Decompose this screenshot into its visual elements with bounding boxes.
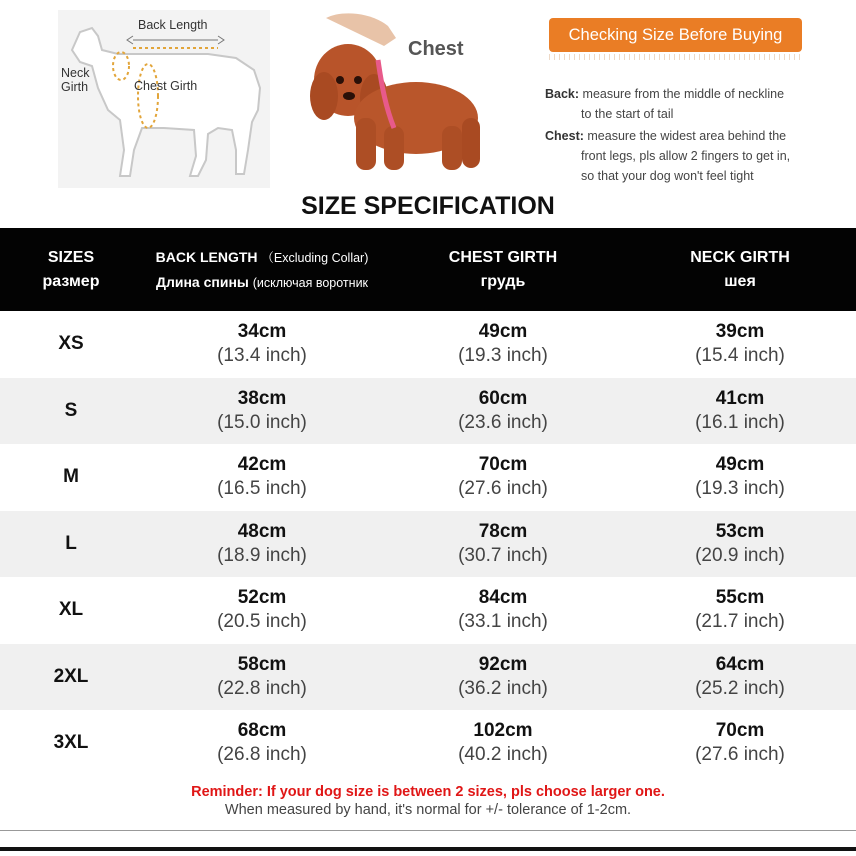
cm-value: 92cm bbox=[478, 653, 528, 675]
cm-value: 64cm bbox=[715, 653, 765, 675]
inch-value: (23.6 inch) bbox=[458, 411, 548, 433]
inch-value: (21.7 inch) bbox=[695, 611, 785, 633]
back-instruction-line1: measure from the middle of neckline bbox=[582, 87, 785, 101]
cm-value: 68cm bbox=[237, 720, 287, 742]
neck-girth-cell bbox=[624, 577, 856, 644]
header-neck-girth bbox=[624, 228, 856, 311]
back-instruction-label: Back: bbox=[545, 87, 580, 101]
inch-value: (15.4 inch) bbox=[695, 345, 785, 367]
inch-value: (27.6 inch) bbox=[458, 478, 548, 500]
back-length-cell bbox=[142, 311, 382, 378]
inch-value: (20.9 inch) bbox=[695, 544, 785, 566]
inch-value: (40.2 inch) bbox=[458, 744, 548, 766]
table-row bbox=[0, 577, 856, 644]
neck-girth-cell bbox=[624, 378, 856, 445]
table-row bbox=[0, 511, 856, 578]
back-instruction-line2: to the start of tail bbox=[581, 107, 674, 121]
table-row bbox=[0, 444, 856, 511]
header-chest-girth bbox=[382, 228, 624, 311]
dog-measurement-diagram bbox=[58, 10, 270, 188]
back-length-cell bbox=[142, 577, 382, 644]
inch-value: (25.2 inch) bbox=[695, 677, 785, 699]
chest-girth-cell bbox=[382, 378, 624, 445]
chest-instruction-line2: front legs, pls allow 2 fingers to get in, bbox=[581, 149, 791, 163]
size-cell: XS bbox=[58, 333, 84, 355]
header-sizes-en: SIZES bbox=[47, 248, 95, 266]
header-back-en: BACK LENGTH bbox=[155, 248, 258, 265]
size-cell: M bbox=[63, 466, 79, 488]
cm-value: 60cm bbox=[478, 387, 528, 409]
neck-girth-label-line1: Neck bbox=[61, 66, 90, 80]
neck-girth-cell bbox=[624, 710, 856, 777]
inch-value: (15.0 inch) bbox=[217, 411, 307, 433]
inch-value: (26.8 inch) bbox=[217, 744, 307, 766]
cm-value: 55cm bbox=[715, 587, 765, 609]
table-row bbox=[0, 644, 856, 711]
chest-girth-cell bbox=[382, 577, 624, 644]
chest-girth-cell bbox=[382, 511, 624, 578]
inch-value: (36.2 inch) bbox=[458, 677, 548, 699]
chest-girth-cell bbox=[382, 644, 624, 711]
header-sizes bbox=[0, 228, 142, 311]
header-chest-en: CHEST GIRTH bbox=[448, 248, 558, 266]
size-cell: XL bbox=[58, 599, 84, 621]
cm-value: 42cm bbox=[237, 454, 287, 476]
size-cell: L bbox=[0, 511, 142, 578]
inch-value: (16.5 inch) bbox=[217, 478, 307, 500]
inch-value: (13.4 inch) bbox=[217, 345, 307, 367]
header-neck-en: NECK GIRTH bbox=[690, 248, 790, 266]
inch-value: (19.3 inch) bbox=[458, 345, 548, 367]
chest-girth-cell bbox=[382, 311, 624, 378]
chest-girth-label: Chest Girth bbox=[134, 79, 198, 93]
header-sizes-ru: размер bbox=[42, 272, 100, 290]
inch-value: (22.8 inch) bbox=[217, 677, 307, 699]
back-instruction bbox=[545, 84, 845, 124]
neck-girth-cell bbox=[624, 444, 856, 511]
neck-girth-cell bbox=[624, 511, 856, 578]
dog-photo bbox=[296, 8, 506, 188]
neck-girth-cell bbox=[624, 311, 856, 378]
cm-value: 78cm bbox=[478, 520, 528, 542]
cm-value: 41cm bbox=[715, 387, 765, 409]
footer-notes bbox=[0, 778, 856, 830]
inch-value: (19.3 inch) bbox=[695, 478, 785, 500]
cm-value: 70cm bbox=[715, 720, 765, 742]
size-table bbox=[0, 228, 856, 777]
poodle-picture-icon bbox=[296, 8, 506, 188]
back-length-cell bbox=[142, 511, 382, 578]
header-back-length bbox=[142, 228, 382, 311]
header-back-ru-note: (исключая воротник bbox=[252, 275, 369, 290]
neck-girth-label-line2: Girth bbox=[61, 80, 89, 94]
back-length-cell bbox=[142, 644, 382, 711]
inch-value: (16.1 inch) bbox=[695, 411, 785, 433]
bottom-rule bbox=[0, 847, 856, 851]
back-length-cell bbox=[142, 378, 382, 445]
inch-value: (33.1 inch) bbox=[458, 611, 548, 633]
table-row bbox=[0, 378, 856, 445]
inch-value: (27.6 inch) bbox=[695, 744, 785, 766]
cm-value: 39cm bbox=[715, 321, 765, 343]
cm-value: 53cm bbox=[715, 520, 765, 542]
neck-girth-cell bbox=[624, 644, 856, 711]
table-row bbox=[0, 311, 856, 378]
neck-girth-label bbox=[61, 66, 89, 94]
page-title: SIZE SPECIFICATION bbox=[301, 192, 555, 220]
cm-value: 48cm bbox=[237, 520, 287, 542]
table-header-row bbox=[0, 228, 856, 311]
inch-value: (30.7 inch) bbox=[458, 544, 548, 566]
cm-value: 70cm bbox=[478, 454, 528, 476]
chest-instruction bbox=[545, 126, 845, 186]
header-chest-ru: грудь bbox=[480, 272, 526, 290]
inch-value: (20.5 inch) bbox=[217, 611, 307, 633]
table-row bbox=[0, 710, 856, 777]
guide-title: Checking Size Before Buying bbox=[549, 18, 802, 52]
ruler-decoration bbox=[549, 54, 802, 60]
chest-girth-cell bbox=[382, 444, 624, 511]
measurement-guide-banner bbox=[0, 0, 856, 195]
cm-value: 84cm bbox=[478, 587, 528, 609]
chest-instruction-line1: measure the widest area behind the bbox=[587, 129, 787, 143]
reminder-text: Reminder: If your dog size is between 2 sizes, pls choose larger one. bbox=[191, 784, 665, 800]
cm-value: 102cm bbox=[473, 720, 533, 742]
size-check-instructions bbox=[545, 18, 845, 186]
header-back-ru: Длина спины bbox=[155, 273, 249, 290]
chest-photo-label: Chest bbox=[408, 38, 464, 60]
dog-outline-icon bbox=[58, 10, 270, 188]
cm-value: 58cm bbox=[237, 653, 287, 675]
divider bbox=[0, 830, 856, 831]
back-length-cell bbox=[142, 444, 382, 511]
header-neck-ru: шея bbox=[724, 272, 756, 290]
chest-instruction-line3: so that your dog won't feel tight bbox=[581, 169, 754, 183]
header-back-note: （Excluding Collar) bbox=[261, 250, 369, 265]
inch-value: (18.9 inch) bbox=[217, 544, 307, 566]
cm-value: 49cm bbox=[478, 321, 528, 343]
cm-value: 34cm bbox=[237, 321, 287, 343]
tolerance-note: When measured by hand, it's normal for +/- tolerance of 1-2cm. bbox=[224, 802, 632, 818]
chest-instruction-label: Chest: bbox=[545, 129, 584, 143]
size-cell: 3XL bbox=[53, 732, 89, 754]
size-cell: S bbox=[0, 378, 142, 445]
size-cell: 2XL bbox=[0, 644, 142, 711]
cm-value: 38cm bbox=[237, 387, 287, 409]
cm-value: 49cm bbox=[715, 454, 765, 476]
cm-value: 52cm bbox=[237, 587, 287, 609]
chest-girth-cell bbox=[382, 710, 624, 777]
back-length-cell bbox=[142, 710, 382, 777]
back-length-label: Back Length bbox=[138, 18, 208, 32]
